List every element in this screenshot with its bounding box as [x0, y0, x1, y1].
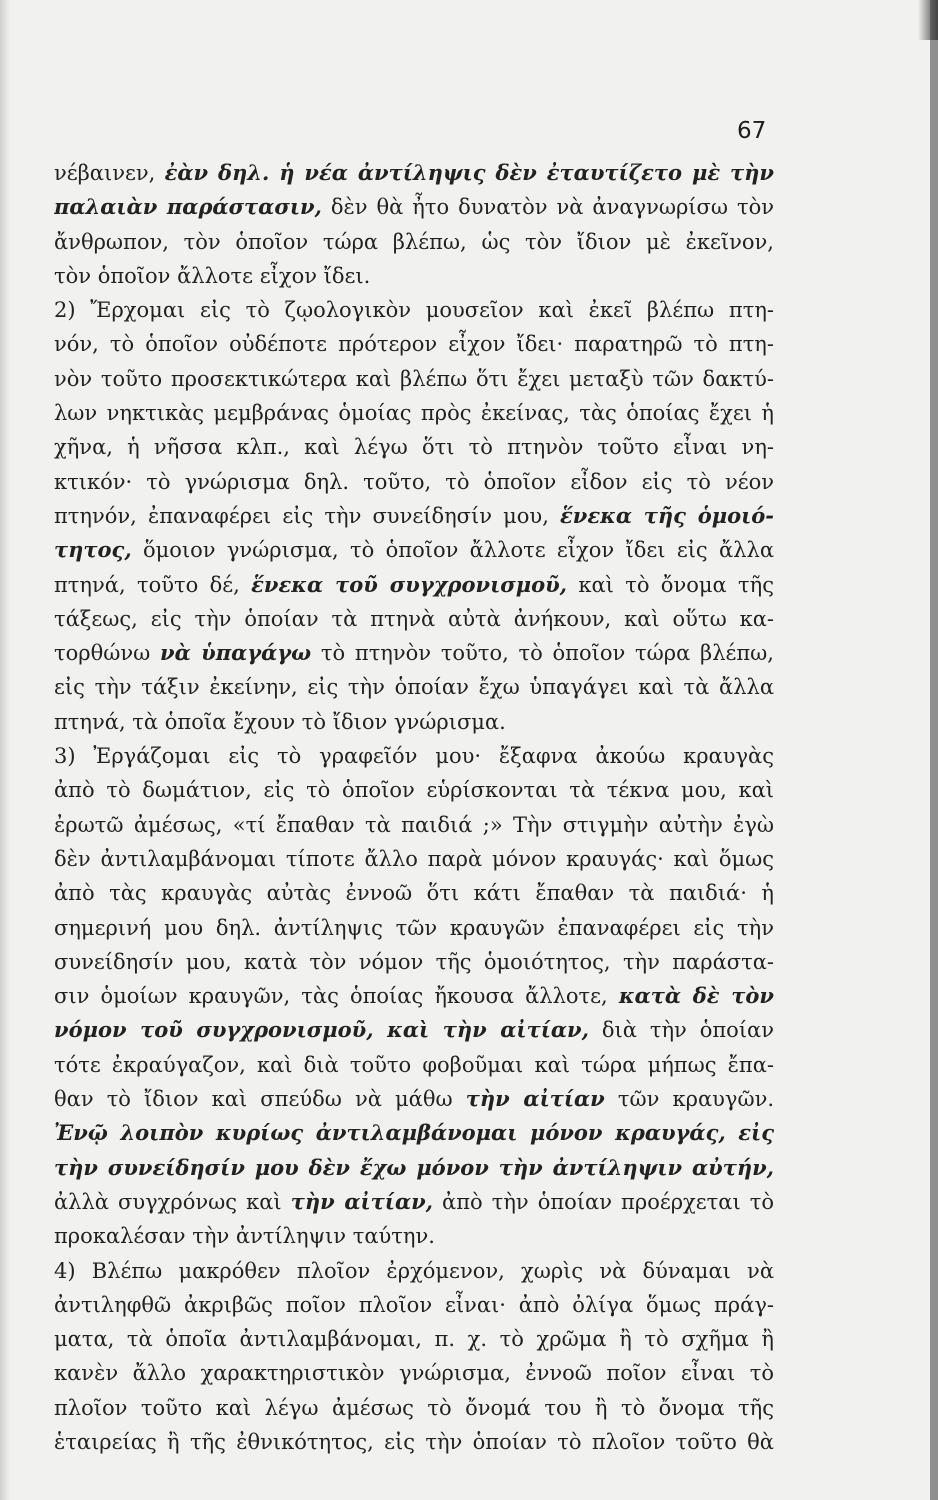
text-run: νὸν τοῦτο προσεκτικώτερα καὶ βλέπω ὅτι ἔχει μεταξὺ τῶν δακτύ- — [54, 366, 774, 391]
text-line — [54, 430, 774, 464]
text-run: ἑταιρείας ἢ τῆς ἐθνικότητος, εἰς τὴν ὁποίαν τὸ πλοῖον τοῦτο θὰ — [54, 1429, 774, 1454]
text-line — [54, 156, 774, 190]
text-run: τὸ πτηνὸν τοῦτο, τὸ ὁποῖον τώρα βλέπω, — [311, 641, 774, 666]
text-line — [54, 1391, 774, 1425]
text-line — [54, 876, 774, 910]
text-line — [54, 911, 774, 945]
emphasized-text: Ἐνῷ λοιπὸν κυρίως ἀντιλαμβάνομαι μόνον κραυγάς, εἰς — [54, 1120, 774, 1146]
binding-edge — [0, 0, 10, 1500]
text-line — [54, 1151, 774, 1185]
text-run: 3) Ἐργάζομαι εἰς τὸ γραφεῖόν μου· ἔξαφνα ἀκούω κραυγὰς — [54, 744, 774, 769]
text-run: κανὲν ἄλλο χαρακτηριστικὸν γνώρισμα, ἐννοῶ ποῖον εἶναι τὸ — [54, 1361, 774, 1386]
emphasized-text: ἐὰν δηλ. ἡ νέα ἀντίληψις δὲν ἐταυτίζετο μὲ τὴν — [164, 160, 774, 185]
text-line — [54, 293, 774, 327]
text-run: δὲν ἀντιλαμβάνομαι τίποτε ἄλλο παρὰ μόνον κραυγάς· καὶ ὅμως — [54, 846, 774, 871]
text-run: 4) Βλέπω μακρόθεν πλοῖον ἐρχόμενον, χωρὶς νὰ δύναμαι νὰ — [54, 1258, 774, 1283]
text-line — [54, 705, 774, 739]
text-run: σημερινή μου δηλ. ἀντίληψις τῶν κραυγῶν ἐπαναφέρει εἰς τὴν — [54, 915, 774, 940]
text-line — [54, 1254, 774, 1288]
text-run: λων νηκτικὰς μεμβράνας ὁμοίας πρὸς ἐκείνας, τὰς ὁποίας ἔχει ἡ — [54, 401, 774, 426]
text-run: ἀντιληφθῶ ἀκριβῶς ποῖον πλοῖον εἶναι· ἀπὸ ὀλίγα ὅμως πράγ- — [54, 1292, 774, 1317]
text-line — [54, 533, 774, 567]
text-line — [54, 396, 774, 430]
text-run: συνείδησίν μου, κατὰ τὸν νόμον τῆς ὁμοιότητος, τὴν παράστα- — [54, 949, 774, 974]
body-text — [54, 156, 774, 1459]
text-line — [54, 190, 774, 224]
text-run: ἐρωτῶ ἀμέσως, «τί ἔπαθαν τὰ παιδιά ;» Τὴν στιγμὴν αὐτὴν ἐγὼ — [54, 812, 774, 837]
text-line — [54, 259, 774, 293]
page-number: 67 — [737, 118, 767, 144]
emphasized-text: τητος, — [54, 537, 132, 563]
text-run: καὶ τὸ ὄνομα τῆς — [566, 572, 774, 597]
text-run: ὅμοιον γνώρισμα, τὸ ὁποῖον ἄλλοτε εἶχον ἴδει εἰς ἄλλα — [131, 538, 774, 563]
text-run: ἄνθρωπον, τὸν ὁποῖον τώρα βλέπω, ὡς τὸν ἴδιον μὲ ἐκεῖνον, — [54, 229, 774, 254]
emphasized-text: κατὰ δὲ τὸν — [618, 983, 774, 1009]
text-run: κτικόν· τὸ γνώρισμα δηλ. τοῦτο, τὸ ὁποῖον εἶδον εἰς τὸ νέον — [54, 469, 774, 494]
text-run: προκαλέσαν τὴν ἀντίληψιν ταύτην. — [54, 1224, 435, 1249]
text-run: ἀπὸ τὰς κραυγὰς αὐτὰς ἐννοῶ ὅτι κάτι ἔπαθαν τὰ παιδιά· ἡ — [54, 881, 774, 906]
text-line — [54, 1219, 774, 1253]
text-line — [54, 1048, 774, 1082]
text-run: πτηνά, τοῦτο δέ, — [54, 572, 252, 597]
text-run: ἀπὸ τὸ δωμάτιον, εἰς τὸ ὁποῖον εὑρίσκονται τὰ τέκνα μου, καὶ — [54, 778, 774, 803]
emphasized-text: τὴν συνείδησίν μου δὲν ἔχω μόνον τὴν ἀντίληψιν αὐτήν, — [54, 1154, 774, 1180]
text-line — [54, 979, 774, 1013]
emphasized-text: νὰ ὑπαγάγω — [160, 640, 312, 666]
text-run: τορθώνω — [54, 641, 161, 666]
text-line — [54, 945, 774, 979]
text-run: πτηνόν, ἐπαναφέρει εἰς τὴν συνείδησίν μου, — [54, 503, 560, 528]
text-line — [54, 808, 774, 842]
emphasized-text: παλαιὰν παράστασιν, — [54, 194, 322, 220]
text-run: θαν τὸ ἴδιον καὶ σπεύδω νὰ μάθω — [54, 1087, 466, 1112]
emphasized-text: νόμον τοῦ συγχρονισμοῦ, καὶ τὴν αἰτίαν, — [54, 1017, 589, 1043]
text-line — [54, 1356, 774, 1390]
text-line — [54, 1116, 774, 1150]
text-run: εἰς τὴν τάξιν ἐκείνην, εἰς τὴν ὁποίαν ἔχω ὑπαγάγει καὶ τὰ ἄλλα — [54, 675, 774, 700]
text-line — [54, 499, 774, 533]
text-run: ἀλλὰ συγχρόνως καὶ — [54, 1189, 291, 1214]
page-corner-shadow — [918, 0, 938, 40]
text-line — [54, 465, 774, 499]
text-line — [54, 636, 774, 670]
text-line — [54, 362, 774, 396]
text-run: διὰ τὴν ὁποίαν — [588, 1018, 774, 1043]
text-run: τὸν ὁποῖον ἄλλοτε εἶχον ἴδει. — [54, 263, 371, 288]
text-line — [54, 1322, 774, 1356]
text-run: τῶν κραυγῶν. — [604, 1087, 774, 1112]
text-line — [54, 1288, 774, 1322]
text-run: 2) Ἔρχομαι εἰς τὸ ζῳολογικὸν μουσεῖον καὶ ἐκεῖ βλέπω πτη- — [54, 298, 774, 323]
text-line — [54, 225, 774, 259]
text-run: ἀπὸ τὴν ὁποίαν προέρχεται τὸ — [433, 1189, 774, 1214]
text-line — [54, 568, 774, 602]
text-line — [54, 327, 774, 361]
text-line — [54, 602, 774, 636]
emphasized-text: ἕνεκα τῆς ὁμοιό- — [560, 502, 774, 528]
text-run: δὲν θὰ ἦτο δυνατὸν νὰ ἀναγνωρίσω τὸν — [321, 195, 774, 220]
text-run: πλοῖον τοῦτο καὶ λέγω ἀμέσως τὸ ὄνομά του ἢ τὸ ὄνομα τῆς — [54, 1395, 774, 1420]
text-run: νέβαινεν, — [54, 161, 165, 185]
text-line — [54, 773, 774, 807]
emphasized-text: τὴν αἰτίαν — [465, 1086, 605, 1112]
text-run: τότε ἐκραύγαζον, καὶ διὰ τοῦτο φοβοῦμαι καὶ τώρα μήπως ἔπα- — [54, 1052, 774, 1077]
text-run: πτηνά, τὰ ὁποῖα ἔχουν τὸ ἴδιον γνώρισμα. — [54, 709, 506, 734]
text-run: τάξεως, εἰς τὴν ὁποίαν τὰ πτηνὰ αὐτὰ ἀνήκουν, καὶ οὕτω κα- — [54, 606, 774, 631]
text-line — [54, 842, 774, 876]
text-run: σιν ὁμοίων κραυγῶν, τὰς ὁποίας ἤκουσα ἄλλοτε, — [54, 984, 619, 1009]
text-run: ματα, τὰ ὁποῖα ἀντιλαμβάνομαι, π. χ. τὸ χρῶμα ἢ τὸ σχῆμα ἢ — [54, 1327, 774, 1352]
text-run: χῆνα, ἡ νῆσσα κλπ., καὶ λέγω ὅτι τὸ πτηνὸν τοῦτο εἶναι νη- — [54, 435, 774, 460]
emphasized-text: τὴν αἰτίαν, — [290, 1188, 433, 1214]
text-line — [54, 739, 774, 773]
text-run: νόν, τὸ ὁποῖον οὐδέποτε πρότερον εἶχον ἴδει· παρατηρῶ τὸ πτη- — [54, 332, 774, 357]
text-line — [54, 1425, 774, 1459]
text-line — [54, 1013, 774, 1047]
emphasized-text: ἕνεκα τοῦ συγχρονισμοῦ, — [251, 571, 567, 597]
text-line — [54, 670, 774, 704]
text-line — [54, 1082, 774, 1116]
text-line — [54, 1185, 774, 1219]
